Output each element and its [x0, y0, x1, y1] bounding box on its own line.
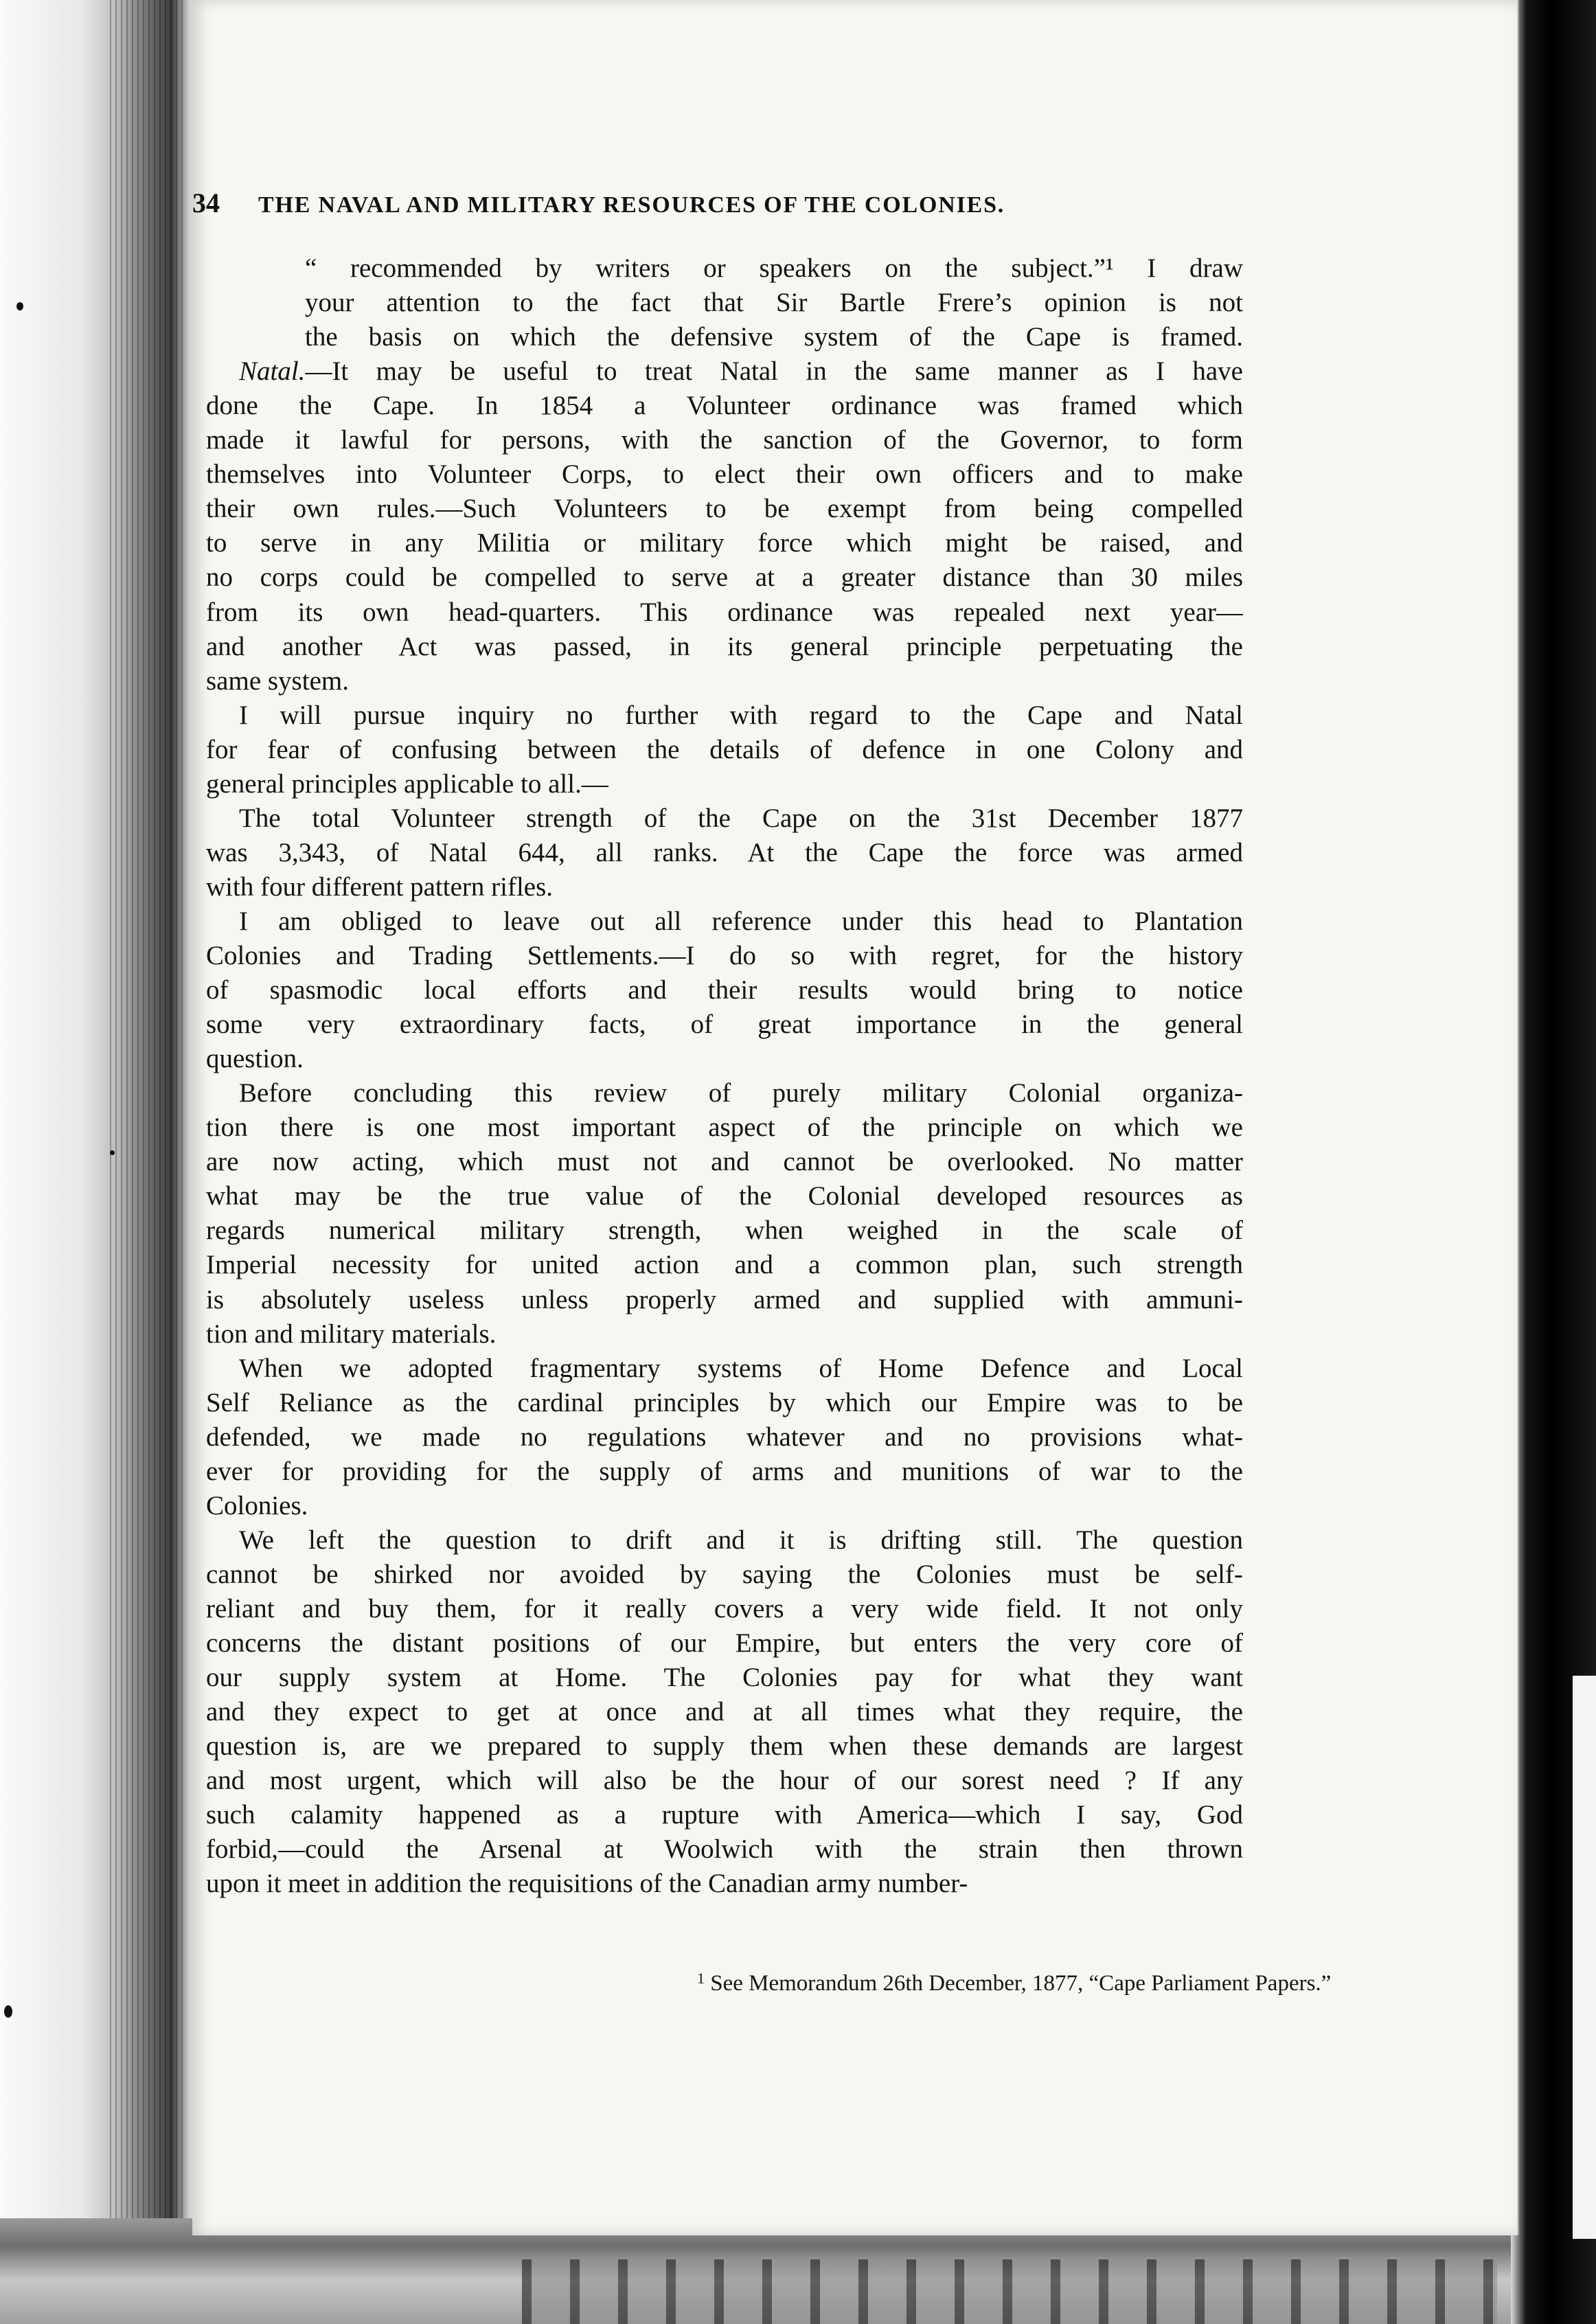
text-line: general principles applicable to all.—	[206, 769, 608, 799]
page-sheet	[192, 0, 1519, 2235]
text-line: The total Volunteer strength of the Cape on the 31st December 1877	[239, 804, 1243, 833]
page-header	[192, 184, 1538, 223]
text-line: Before concluding this review of purely military Colonial organiza-	[239, 1078, 1243, 1108]
text-line: our supply system at Home. The Colonies pay for what they want	[206, 1663, 1243, 1692]
text-line: and another Act was passed, in its general principle perpetuating the	[206, 632, 1243, 661]
text-line: and they expect to get at once and at all times what they require, the	[206, 1697, 1243, 1727]
text-line: question.	[206, 1044, 304, 1073]
text-line: Self Reliance as the cardinal principles by which our Empire was to be	[206, 1388, 1243, 1417]
text-line: and most urgent, which will also be the hour of our sorest need ? If any	[206, 1766, 1243, 1795]
text-line: what may be the true value of the Colonial developed resources as	[206, 1181, 1243, 1211]
text-line: When we adopted fragmentary systems of Home Defence and Local	[239, 1354, 1243, 1383]
text-line: forbid,—could the Arsenal at Woolwich with the strain then thrown	[206, 1834, 1243, 1864]
text-line: We left the question to drift and it is drifting still. The question	[239, 1525, 1243, 1555]
text-line: no corps could be compelled to serve at a greater distance than 30 miles	[206, 562, 1243, 592]
page-number: 34	[192, 187, 220, 218]
text-line: tion there is one most important aspect of the principle on which we	[206, 1113, 1243, 1142]
text-line: of spasmodic local efforts and their results would bring to notice	[206, 975, 1243, 1005]
scan-speck	[110, 1150, 115, 1155]
text-line: Colonies and Trading Settlements.—I do so with regret, for the history	[206, 941, 1243, 970]
text-line: was 3,343, of Natal 644, all ranks. At the Cape the force was armed	[206, 838, 1243, 867]
text-line: with four different pattern rifles.	[206, 872, 554, 902]
text-line: the basis on which the defensive system of the Cape is framed.	[305, 322, 1243, 352]
scanner-bed-texture	[522, 2259, 1497, 2324]
text-line: defended, we made no regulations whatever and no provisions what-	[206, 1422, 1243, 1452]
scan-speck	[16, 302, 23, 310]
footnote-marker: 1	[697, 1970, 705, 1987]
text-line: done the Cape. In 1854 a Volunteer ordinance was framed which	[206, 391, 1243, 420]
text-line: question is, are we prepared to supply them when these demands are largest	[206, 1731, 1243, 1761]
text-line: their own rules.—Such Volunteers to be exempt from being compelled	[206, 494, 1243, 523]
text-line: concerns the distant positions of our Empire, but enters the very core of	[206, 1628, 1243, 1658]
text-line: such calamity happened as a rupture with America—which I say, God	[206, 1800, 1243, 1830]
text-line: reliant and buy them, for it really covers a very wide field. It not only	[206, 1594, 1243, 1624]
text-line: Colonies.	[206, 1491, 308, 1520]
adjacent-page-strip	[1573, 1676, 1596, 2239]
text-line: I am obliged to leave out all reference under this head to Plantation	[239, 907, 1243, 936]
footnote-text: See Memorandum 26th December, 1877, “Cape Parliament Papers.”	[710, 1971, 1332, 1996]
text-line: same system.	[206, 666, 349, 696]
text-line: Imperial necessity for united action and a common plan, such strength	[206, 1250, 1243, 1279]
text-line: cannot be shirked nor avoided by saying the Colonies must be self-	[206, 1560, 1243, 1589]
text-line: regards numerical military strength, when weighed in the scale of	[206, 1216, 1243, 1245]
text-line: upon it meet in addition the requisitions of the Canadian army number-	[206, 1869, 968, 1898]
text-line: I will pursue inquiry no further with regard to the Cape and Natal	[239, 700, 1243, 730]
page-edges	[110, 0, 185, 2324]
text-line: ever for providing for the supply of arms and munitions of war to the	[206, 1457, 1243, 1486]
text-line: Natal.—It may be useful to treat Natal in the same manner as I have	[239, 356, 1243, 386]
scan-speck	[4, 2005, 12, 2018]
text-line: from its own head-quarters. This ordinance was repealed next year—	[206, 597, 1243, 627]
text-line: some very extraordinary facts, of great importance in the general	[206, 1010, 1243, 1039]
text-line: your attention to the fact that Sir Bartle Frere’s opinion is not	[305, 288, 1243, 317]
text-line: are now acting, which must not and cannot be overlooked. No matter	[206, 1147, 1243, 1176]
text-line: tion and military materials.	[206, 1319, 497, 1349]
text-line: “ recommended by writers or speakers on the subject.”¹ I draw	[305, 253, 1243, 283]
text-line: themselves into Volunteer Corps, to elect their own officers and to make	[206, 459, 1243, 489]
text-line: is absolutely useless unless properly armed and supplied with ammuni-	[206, 1285, 1243, 1314]
text-line: for fear of confusing between the details of defence in one Colony and	[206, 735, 1243, 764]
text-line: made it lawful for persons, with the sanction of the Governor, to form	[206, 425, 1243, 455]
footnote	[697, 1963, 1331, 1999]
text-line: to serve in any Militia or military force which might be raised, and	[206, 528, 1243, 558]
running-head: THE NAVAL AND MILITARY RESOURCES OF THE COLONIES.	[258, 192, 1005, 218]
